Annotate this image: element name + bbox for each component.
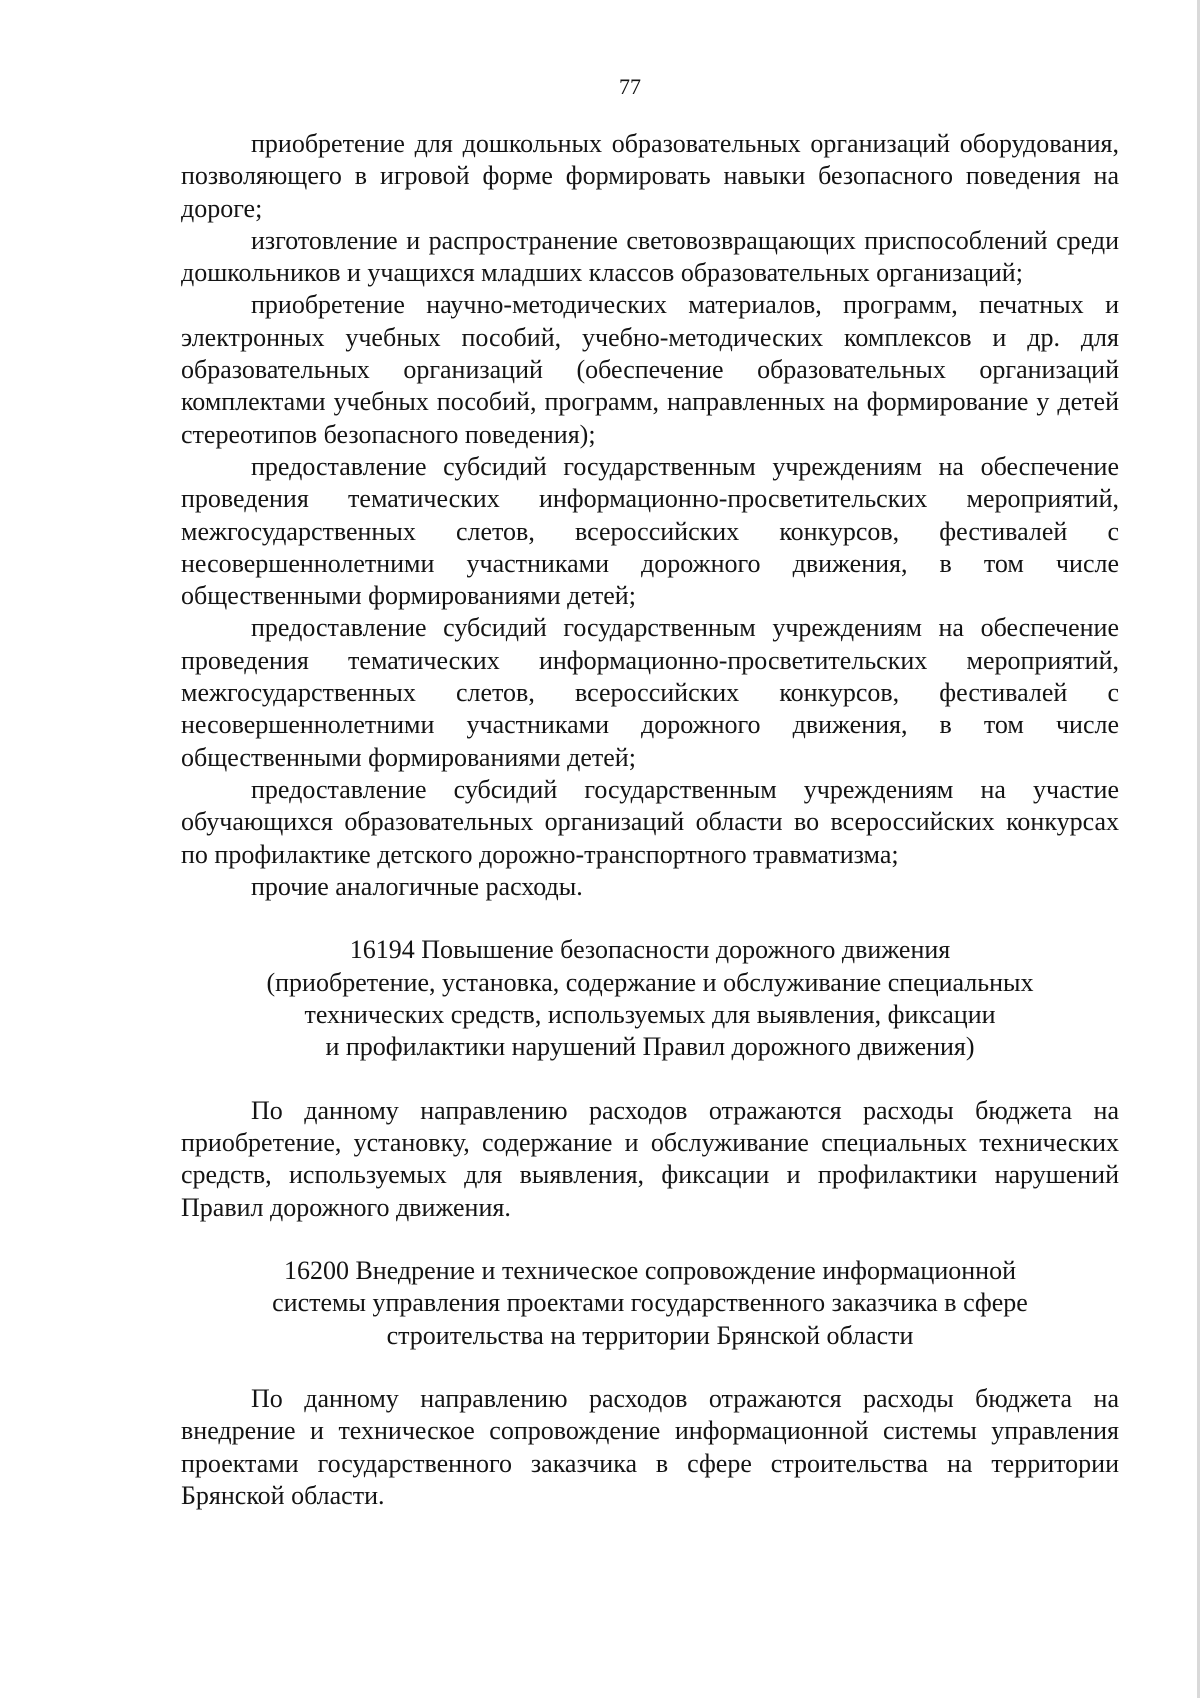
heading-line: строительства на территории Брянской области bbox=[386, 1320, 914, 1350]
list-item: предоставление субсидий государственным учреждениям на обеспечение проведения тематических информационно-просветительских мероприятий, межгосударственных слетов, всероссийских конкурсов, фестивалей с несовершеннолетними участниками дорожного движения, в том числе общественными формированиями детей; bbox=[181, 451, 1119, 611]
heading-line: 16194 Повышение безопасности дорожного движения bbox=[349, 935, 951, 965]
heading-line: 16200 Внедрение и техническое сопровождение информационной bbox=[283, 1255, 1017, 1285]
section-heading-16200 bbox=[181, 1255, 1119, 1352]
heading-line: (приобретение, установка, содержание и обслуживание специальных bbox=[266, 967, 1034, 997]
page-number: 77 bbox=[619, 74, 641, 99]
section-heading-16194 bbox=[181, 934, 1119, 1064]
section-paragraph-16194: По данному направлению расходов отражаются расходы бюджета на приобретение, установку, содержание и обслуживание специальных технических средств, используемых для выявления, фиксации и профилактики нарушений Правил дорожного движения. bbox=[181, 1095, 1119, 1222]
list-item: прочие аналогичные расходы. bbox=[251, 871, 583, 901]
heading-line: и профилактики нарушений Правил дорожного движения) bbox=[325, 1032, 975, 1062]
heading-line: технических средств, используемых для выявления, фиксации bbox=[304, 999, 996, 1029]
document-body bbox=[181, 128, 1119, 1512]
section-paragraph-16200: По данному направлению расходов отражаются расходы бюджета на внедрение и техническое сопровождение информационной системы управления проектами государственного заказчика в сфере строительства на территории Брянской области. bbox=[181, 1384, 1119, 1511]
list-item: изготовление и распространение световозвращающих приспособлений среди дошкольников и учащихся младших классов образовательных организаций; bbox=[181, 225, 1119, 288]
list-item: приобретение научно-методических материалов, программ, печатных и электронных учебных пособий, учебно-методических комплексов и др. для образовательных организаций (обеспечение образовательных организаций комплектами учебных пособий, программ, направленных на формирование у детей стереотипов безопасного поведения); bbox=[181, 290, 1119, 449]
list-item: приобретение для дошкольных образовательных организаций оборудования, позволяющего в игровой форме формировать навыки безопасного поведения на дороге; bbox=[181, 129, 1119, 223]
list-item: предоставление субсидий государственным учреждениям на обеспечение проведения тематических информационно-просветительских мероприятий, межгосударственных слетов, всероссийских конкурсов, фестивалей с несовершеннолетними участниками дорожного движения, в том числе общественными формированиями детей; bbox=[181, 613, 1119, 772]
list-item: предоставление субсидий государственным учреждениям на участие обучающихся образовательных организаций области во всероссийских конкурсах по профилактике детского дорожно-транспортного травматизма; bbox=[181, 774, 1119, 869]
heading-line: системы управления проектами государственного заказчика в сфере bbox=[272, 1288, 1028, 1318]
